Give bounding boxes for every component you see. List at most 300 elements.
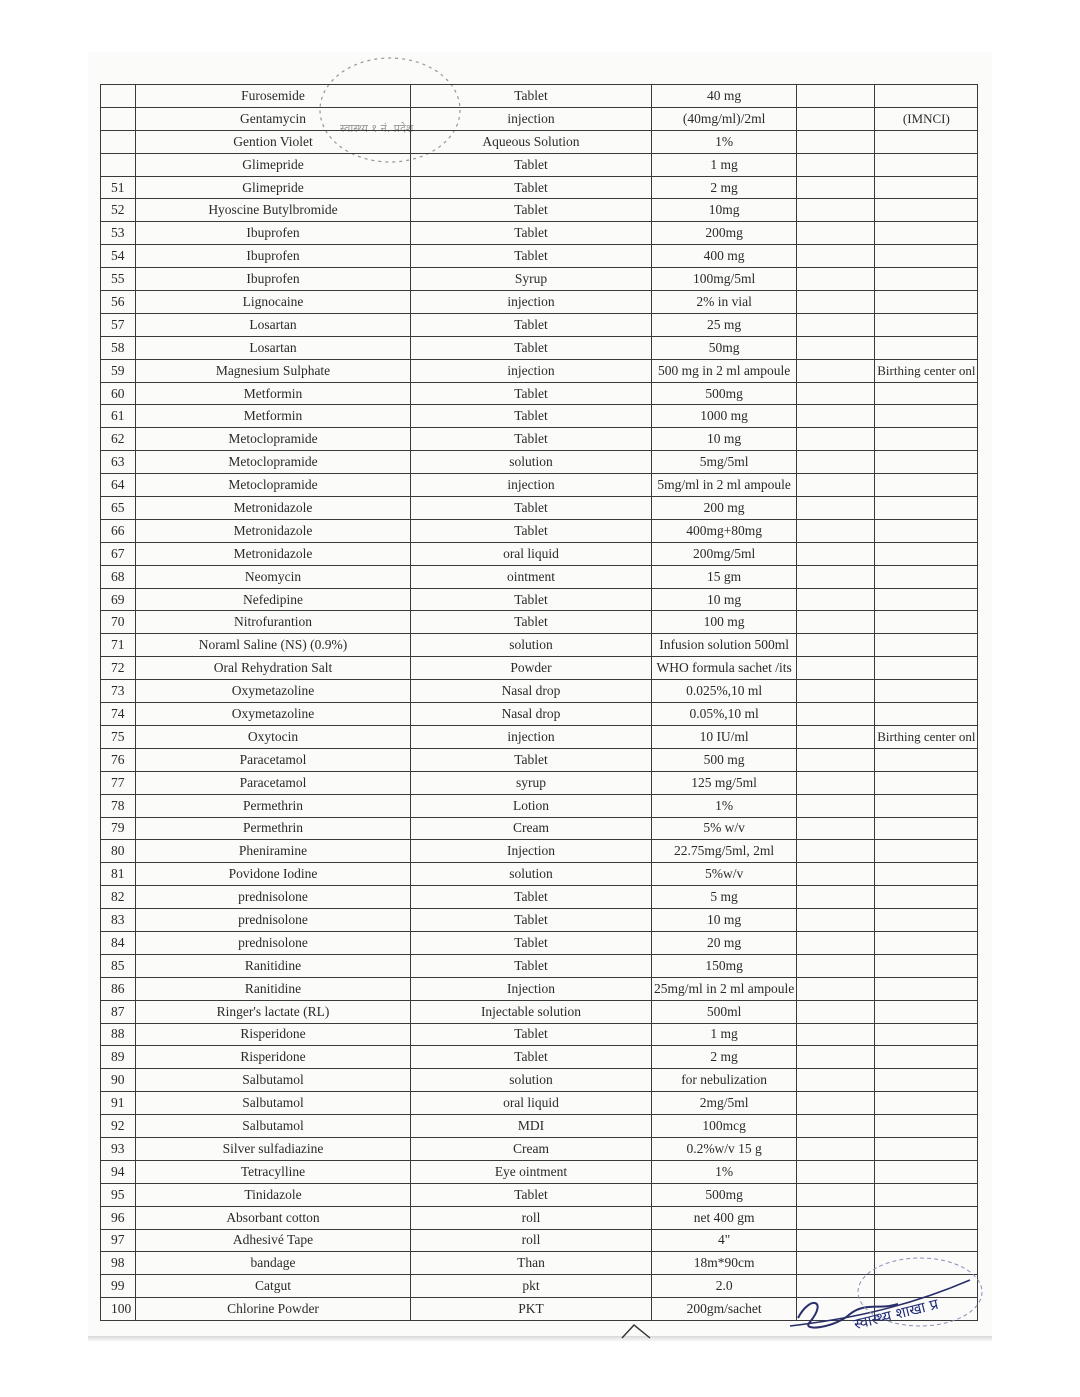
cell-name: prednisolone (136, 886, 411, 909)
cell-name: Ibuprofen (136, 245, 411, 268)
cell-level (797, 222, 875, 245)
cell-name: Hyoscine Butylbromide (136, 199, 411, 222)
cell-name: Furosemide (136, 85, 411, 108)
cell-form: MDI (411, 1115, 652, 1138)
cell-sn: 58 (101, 336, 136, 359)
cell-form: injection (411, 725, 652, 748)
cell-remarks (875, 451, 978, 474)
cell-remarks (875, 1069, 978, 1092)
table-row (101, 153, 978, 176)
table-row (101, 382, 978, 405)
cell-strength: 10mg (652, 199, 797, 222)
cell-remarks: (IMNCI) (875, 107, 978, 130)
cell-form: Tablet (411, 382, 652, 405)
cell-sn: 89 (101, 1046, 136, 1069)
cell-form: Nasal drop (411, 703, 652, 726)
cell-sn: 86 (101, 977, 136, 1000)
cell-sn: 100 (101, 1298, 136, 1321)
cell-level (797, 657, 875, 680)
cell-strength: 15 gm (652, 565, 797, 588)
cell-sn: 53 (101, 222, 136, 245)
table-row (101, 954, 978, 977)
cell-form: Tablet (411, 245, 652, 268)
cell-sn: 72 (101, 657, 136, 680)
cell-strength: 1% (652, 1160, 797, 1183)
cell-strength: 200gm/sachet (652, 1298, 797, 1321)
cell-level (797, 748, 875, 771)
cell-sn: 85 (101, 954, 136, 977)
cell-strength: 5mg/ml in 2 ml ampoule (652, 474, 797, 497)
cell-sn: 65 (101, 497, 136, 520)
cell-remarks (875, 840, 978, 863)
table-row (101, 1137, 978, 1160)
cell-form: ointment (411, 565, 652, 588)
table-row (101, 840, 978, 863)
cell-sn: 76 (101, 748, 136, 771)
cell-level (797, 611, 875, 634)
cell-sn: 88 (101, 1023, 136, 1046)
cell-level (797, 886, 875, 909)
cell-level (797, 451, 875, 474)
cell-level (797, 405, 875, 428)
cell-strength: Infusion solution 500ml (652, 634, 797, 657)
cell-remarks (875, 1206, 978, 1229)
cell-level (797, 359, 875, 382)
cell-form: Tablet (411, 748, 652, 771)
cell-strength: 500 mg (652, 748, 797, 771)
cell-form: Tablet (411, 909, 652, 932)
table-row (101, 107, 978, 130)
cell-remarks (875, 519, 978, 542)
cell-name: Ranitidine (136, 954, 411, 977)
cell-level (797, 588, 875, 611)
cell-strength: 100mcg (652, 1115, 797, 1138)
table-row (101, 176, 978, 199)
cell-strength: 5%w/v (652, 863, 797, 886)
cell-remarks (875, 977, 978, 1000)
cell-remarks (875, 1160, 978, 1183)
table-row (101, 474, 978, 497)
cell-strength: (40mg/ml)/2ml (652, 107, 797, 130)
cell-form: Tablet (411, 588, 652, 611)
cell-sn: 99 (101, 1275, 136, 1298)
cell-name: Catgut (136, 1275, 411, 1298)
cell-remarks (875, 1137, 978, 1160)
cell-level (797, 1069, 875, 1092)
cell-sn: 87 (101, 1000, 136, 1023)
table-row (101, 85, 978, 108)
cell-level (797, 313, 875, 336)
cell-level (797, 268, 875, 291)
cell-name: Metronidazole (136, 542, 411, 565)
table-row (101, 199, 978, 222)
cell-strength: 2 mg (652, 176, 797, 199)
cell-strength: 100 mg (652, 611, 797, 634)
table-row (101, 794, 978, 817)
cell-name: Lignocaine (136, 291, 411, 314)
cell-name: Metronidazole (136, 497, 411, 520)
cell-level (797, 542, 875, 565)
cell-remarks (875, 680, 978, 703)
cell-strength: 10 mg (652, 428, 797, 451)
cell-level (797, 130, 875, 153)
cell-strength: 0.05%,10 ml (652, 703, 797, 726)
cell-strength: 150mg (652, 954, 797, 977)
cell-form: Powder (411, 657, 652, 680)
cell-strength: 2% in vial (652, 291, 797, 314)
cell-strength: 500 mg in 2 ml ampoule (652, 359, 797, 382)
cell-remarks (875, 1046, 978, 1069)
cell-strength: 500ml (652, 1000, 797, 1023)
cell-form: Tablet (411, 1183, 652, 1206)
cell-strength: 40 mg (652, 85, 797, 108)
cell-name: Tinidazole (136, 1183, 411, 1206)
table-row (101, 1160, 978, 1183)
cell-name: Oral Rehydration Salt (136, 657, 411, 680)
cell-strength: 25mg/ml in 2 ml ampoule (652, 977, 797, 1000)
cell-level (797, 1092, 875, 1115)
table-row (101, 1069, 978, 1092)
table-row (101, 611, 978, 634)
cell-form: Tablet (411, 611, 652, 634)
cell-level (797, 1023, 875, 1046)
cell-name: Absorbant cotton (136, 1206, 411, 1229)
pen-mark (620, 1322, 660, 1340)
cell-form: Injectable solution (411, 1000, 652, 1023)
cell-name: Ibuprofen (136, 268, 411, 291)
cell-sn (101, 107, 136, 130)
cell-name: Metoclopramide (136, 474, 411, 497)
cell-strength: 1 mg (652, 1023, 797, 1046)
cell-sn: 96 (101, 1206, 136, 1229)
cell-form: Tablet (411, 405, 652, 428)
cell-strength: 10 mg (652, 909, 797, 932)
cell-name: Glimepride (136, 176, 411, 199)
cell-name: Losartan (136, 336, 411, 359)
cell-strength: 50mg (652, 336, 797, 359)
cell-name: Noraml Saline (NS) (0.9%) (136, 634, 411, 657)
cell-form: Tablet (411, 886, 652, 909)
table-row (101, 336, 978, 359)
cell-form: Tablet (411, 1046, 652, 1069)
cell-sn: 64 (101, 474, 136, 497)
cell-sn: 81 (101, 863, 136, 886)
cell-name: Gention Violet (136, 130, 411, 153)
cell-form: injection (411, 107, 652, 130)
cell-level (797, 1160, 875, 1183)
cell-remarks (875, 1000, 978, 1023)
cell-remarks (875, 909, 978, 932)
cell-strength: 4" (652, 1229, 797, 1252)
cell-sn: 52 (101, 199, 136, 222)
cell-level (797, 909, 875, 932)
cell-form: solution (411, 634, 652, 657)
cell-remarks (875, 748, 978, 771)
cell-level (797, 428, 875, 451)
cell-remarks (875, 291, 978, 314)
cell-sn (101, 85, 136, 108)
cell-strength: 1% (652, 794, 797, 817)
cell-strength: 1 mg (652, 153, 797, 176)
cell-strength: net 400 gm (652, 1206, 797, 1229)
cell-form: Lotion (411, 794, 652, 817)
cell-sn: 67 (101, 542, 136, 565)
cell-level (797, 840, 875, 863)
cell-remarks (875, 382, 978, 405)
cell-level (797, 519, 875, 542)
cell-remarks (875, 405, 978, 428)
cell-strength: 0.2%w/v 15 g (652, 1137, 797, 1160)
cell-level (797, 1000, 875, 1023)
cell-form: Tablet (411, 519, 652, 542)
cell-remarks (875, 611, 978, 634)
cell-sn: 57 (101, 313, 136, 336)
cell-form: Cream (411, 1137, 652, 1160)
cell-sn: 93 (101, 1137, 136, 1160)
cell-form: Tablet (411, 336, 652, 359)
table-row (101, 1183, 978, 1206)
cell-strength: 400 mg (652, 245, 797, 268)
cell-name: prednisolone (136, 931, 411, 954)
cell-name: Permethrin (136, 817, 411, 840)
table-row (101, 817, 978, 840)
cell-form: Cream (411, 817, 652, 840)
cell-form: oral liquid (411, 1092, 652, 1115)
cell-name: Salbutamol (136, 1069, 411, 1092)
cell-remarks (875, 153, 978, 176)
cell-remarks (875, 222, 978, 245)
cell-strength: 2 mg (652, 1046, 797, 1069)
cell-form: Tablet (411, 313, 652, 336)
cell-level (797, 680, 875, 703)
cell-level (797, 382, 875, 405)
cell-strength: 10 mg (652, 588, 797, 611)
cell-strength: WHO formula sachet /its (652, 657, 797, 680)
cell-sn: 51 (101, 176, 136, 199)
cell-strength: 5mg/5ml (652, 451, 797, 474)
cell-name: Metoclopramide (136, 451, 411, 474)
table-row (101, 405, 978, 428)
cell-remarks (875, 428, 978, 451)
table-row (101, 222, 978, 245)
page-bottom-edge (88, 1336, 992, 1342)
cell-level (797, 1206, 875, 1229)
table-row (101, 1206, 978, 1229)
cell-sn: 79 (101, 817, 136, 840)
cell-form: injection (411, 359, 652, 382)
cell-name: Ringer's lactate (RL) (136, 1000, 411, 1023)
table-row (101, 1115, 978, 1138)
cell-sn: 56 (101, 291, 136, 314)
cell-strength: 100mg/5ml (652, 268, 797, 291)
cell-name: Gentamycin (136, 107, 411, 130)
cell-strength: 22.75mg/5ml, 2ml (652, 840, 797, 863)
cell-remarks (875, 634, 978, 657)
cell-remarks (875, 313, 978, 336)
cell-level (797, 931, 875, 954)
cell-strength: 0.025%,10 ml (652, 680, 797, 703)
table-row (101, 886, 978, 909)
table-row (101, 451, 978, 474)
cell-name: Nitrofurantion (136, 611, 411, 634)
cell-form: Tablet (411, 153, 652, 176)
cell-sn: 71 (101, 634, 136, 657)
cell-sn: 94 (101, 1160, 136, 1183)
cell-sn: 73 (101, 680, 136, 703)
cell-strength: 2mg/5ml (652, 1092, 797, 1115)
table-row (101, 703, 978, 726)
cell-name: Pheniramine (136, 840, 411, 863)
cell-sn: 69 (101, 588, 136, 611)
cell-remarks (875, 931, 978, 954)
cell-sn: 95 (101, 1183, 136, 1206)
cell-level (797, 176, 875, 199)
cell-remarks (875, 199, 978, 222)
cell-form: pkt (411, 1275, 652, 1298)
cell-form: Aqueous Solution (411, 130, 652, 153)
cell-name: Nefedipine (136, 588, 411, 611)
cell-sn: 61 (101, 405, 136, 428)
cell-strength: 200mg (652, 222, 797, 245)
cell-level (797, 291, 875, 314)
cell-sn: 62 (101, 428, 136, 451)
cell-sn: 66 (101, 519, 136, 542)
cell-form: Tablet (411, 1023, 652, 1046)
cell-sn (101, 153, 136, 176)
cell-remarks (875, 268, 978, 291)
medicine-list-table (100, 84, 978, 1321)
cell-sn: 59 (101, 359, 136, 382)
cell-level (797, 771, 875, 794)
table-row (101, 428, 978, 451)
cell-remarks (875, 1023, 978, 1046)
cell-sn (101, 130, 136, 153)
table-row (101, 863, 978, 886)
cell-remarks (875, 588, 978, 611)
cell-name: Adhesivé Tape (136, 1229, 411, 1252)
cell-name: Permethrin (136, 794, 411, 817)
cell-strength: 500mg (652, 1183, 797, 1206)
table-row (101, 1000, 978, 1023)
table-row (101, 909, 978, 932)
cell-strength: 5% w/v (652, 817, 797, 840)
cell-name: Risperidone (136, 1046, 411, 1069)
cell-form: Tablet (411, 931, 652, 954)
table-row (101, 542, 978, 565)
cell-remarks (875, 565, 978, 588)
cell-level (797, 199, 875, 222)
cell-sn: 90 (101, 1069, 136, 1092)
cell-form: solution (411, 451, 652, 474)
cell-sn: 74 (101, 703, 136, 726)
cell-remarks: Birthing center onl (875, 359, 978, 382)
table-row (101, 565, 978, 588)
cell-name: Neomycin (136, 565, 411, 588)
cell-remarks (875, 245, 978, 268)
table-row (101, 1092, 978, 1115)
cell-name: Metformin (136, 405, 411, 428)
cell-level (797, 634, 875, 657)
cell-form: Eye ointment (411, 1160, 652, 1183)
table-row (101, 291, 978, 314)
cell-strength: for nebulization (652, 1069, 797, 1092)
cell-remarks: Birthing center onl (875, 725, 978, 748)
cell-sn: 54 (101, 245, 136, 268)
cell-remarks (875, 794, 978, 817)
cell-form: Injection (411, 840, 652, 863)
cell-form: Tablet (411, 954, 652, 977)
cell-name: Povidone Iodine (136, 863, 411, 886)
table-row (101, 977, 978, 1000)
cell-strength: 125 mg/5ml (652, 771, 797, 794)
cell-remarks (875, 817, 978, 840)
cell-sn: 68 (101, 565, 136, 588)
cell-level (797, 474, 875, 497)
cell-form: injection (411, 291, 652, 314)
cell-level (797, 725, 875, 748)
cell-level (797, 794, 875, 817)
cell-sn: 91 (101, 1092, 136, 1115)
cell-strength: 10 IU/ml (652, 725, 797, 748)
cell-name: Metoclopramide (136, 428, 411, 451)
cell-form: roll (411, 1229, 652, 1252)
cell-sn: 77 (101, 771, 136, 794)
signature-stamp (780, 1240, 990, 1335)
cell-sn: 60 (101, 382, 136, 405)
cell-name: Tetracylline (136, 1160, 411, 1183)
cell-name: Silver sulfadiazine (136, 1137, 411, 1160)
cell-sn: 97 (101, 1229, 136, 1252)
cell-form: solution (411, 1069, 652, 1092)
cell-strength: 200 mg (652, 497, 797, 520)
cell-name: Salbutamol (136, 1092, 411, 1115)
cell-form: injection (411, 474, 652, 497)
cell-remarks (875, 336, 978, 359)
cell-remarks (875, 771, 978, 794)
cell-name: Ibuprofen (136, 222, 411, 245)
cell-remarks (875, 85, 978, 108)
table-body (101, 85, 978, 1321)
cell-remarks (875, 474, 978, 497)
cell-sn: 84 (101, 931, 136, 954)
cell-form: Nasal drop (411, 680, 652, 703)
cell-form: Tablet (411, 176, 652, 199)
cell-name: Salbutamol (136, 1115, 411, 1138)
cell-level (797, 1046, 875, 1069)
cell-remarks (875, 1183, 978, 1206)
cell-form: Tablet (411, 199, 652, 222)
cell-remarks (875, 1092, 978, 1115)
cell-level (797, 1115, 875, 1138)
cell-level (797, 977, 875, 1000)
table-row (101, 1046, 978, 1069)
cell-sn: 55 (101, 268, 136, 291)
cell-name: Risperidone (136, 1023, 411, 1046)
cell-form: Tablet (411, 428, 652, 451)
cell-remarks (875, 886, 978, 909)
cell-form: Tablet (411, 85, 652, 108)
cell-sn: 83 (101, 909, 136, 932)
cell-remarks (875, 130, 978, 153)
cell-level (797, 703, 875, 726)
table-row (101, 519, 978, 542)
cell-name: Oxymetazoline (136, 703, 411, 726)
cell-form: syrup (411, 771, 652, 794)
cell-name: Magnesium Sulphate (136, 359, 411, 382)
cell-strength: 5 mg (652, 886, 797, 909)
cell-sn: 80 (101, 840, 136, 863)
cell-strength: 200mg/5ml (652, 542, 797, 565)
